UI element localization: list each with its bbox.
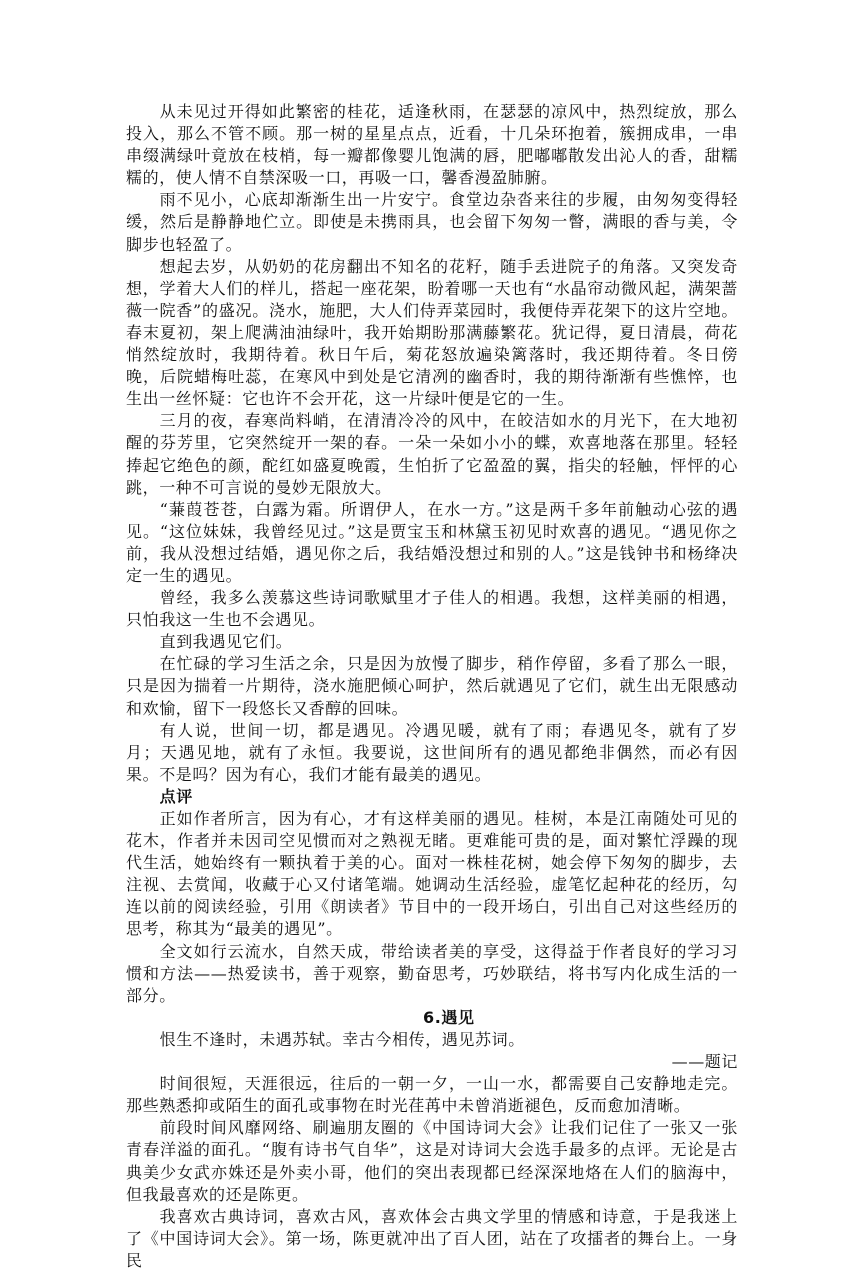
commentary-paragraph: 全文如行云流水，自然天成，带给读者美的享受，这得益于作者良好的学习习惯和方法——热爱读书，善于观察，勤奋思考，巧妙联结，将书写内化成生活的一部分。 bbox=[126, 941, 738, 1005]
commentary-heading: 点评 bbox=[159, 786, 193, 806]
essay-paragraph: 在忙碌的学习生活之余，只是因为放慢了脚步，稍作停留，多看了那么一眼，只是因为揣着一片期待，浇水施肥倾心呵护，然后就遇见了它们，就生出无限感动和欢愉，留下一段悠长又香醇的回味。 bbox=[126, 654, 738, 718]
commentary-paragraph: 正如作者所言，因为有心，才有这样美丽的遇见。桂树，本是江南随处可见的花木，作者并未因司空见惯而对之熟视无睹。更难能可贵的是，面对繁忙浮躁的现代生活，她始终有一颗执着于美的心。面对一株桂花树，她会停下匆匆的脚步，去注视、去赏闻，收藏于心又付诸笔端。她调动生活经验，虚笔忆起种花的经历，勾连以前的阅读经验，引用《朗读者》节目中的一段开场白，引出自己对这些经历的思考，称其为“最美的遇见”。 bbox=[126, 809, 738, 939]
essay-paragraph: 三月的夜，春寒尚料峭，在清清冷冷的风中，在皎洁如水的月光下，在大地初醒的芬芳里，它突然绽开一架的春。一朵一朵如小小的蝶，欢喜地落在那里。轻轻捧起它绝色的颜，酡红如盛夏晚霞，生怕折了它盈盈的翼，指尖的轻触，怦怦的心跳，一种不可言说的曼妙无限放大。 bbox=[126, 411, 738, 497]
article-title: 6.遇见 bbox=[422, 1007, 475, 1027]
essay-paragraph: 想起去岁，从奶奶的花房翻出不知名的花籽，随手丢进院子的角落。又突发奇想，学着大人们的样儿，搭起一座花架，盼着哪一天也有“水晶帘动微风起，满架蔷薇一院香”的盛况。浇水，施肥，大人们侍弄菜园时，我便侍弄花架下的这片空地。春末夏初，架上爬满油油绿叶，我开始期盼那满藤繁花。犹记得，夏日清晨，荷花悄然绽放时，我期待着。秋日午后，菊花怒放遍染篱落时，我还期待着。冬日傍晚，后院蜡梅吐蕊，在寒风中到处是它清冽的幽香时，我的期待渐渐有些憔悴，也生出一丝怀疑：它也许不会开花，这一片绿叶便是它的一生。 bbox=[126, 256, 738, 409]
essay-body bbox=[126, 101, 738, 786]
essay-paragraph: 雨不见小，心底却渐渐生出一片安宁。食堂边杂沓来往的步履，由匆匆变得轻缓，然后是静静地伫立。即使是未携雨具，也会留下匆匆一瞥，满眼的香与美，令脚步也轻盈了。 bbox=[126, 190, 738, 254]
document-page bbox=[126, 101, 738, 1272]
essay-paragraph: 曾经，我多么羡慕这些诗词歌赋里才子佳人的相遇。我想，这样美丽的相遇，只怕我这一生也不会遇见。 bbox=[126, 588, 738, 630]
essay-paragraph: 从未见过开得如此繁密的桂花，适逢秋雨，在瑟瑟的凉风中，热烈绽放，那么投入，那么不管不顾。那一树的星星点点，近看，十几朵环抱着，簇拥成串，一串串缀满绿叶竟放在枝梢，每一瓣都像婴儿饱满的唇，肥嘟嘟散发出沁人的香，甜糯糯的，使人情不自禁深吸一口，再吸一口，馨香漫盈肺腑。 bbox=[126, 102, 738, 188]
article-epigraph: 恨生不逢时，未遇苏轼。幸古今相传，遇见苏词。 bbox=[159, 1029, 525, 1049]
commentary-section bbox=[126, 786, 738, 1007]
article-paragraph: 时间很短，天涯很远，往后的一朝一夕，一山一水，都需要自己安静地走完。那些熟悉抑或陌生的面孔或事物在时光荏苒中未曾消逝褪色，反而愈加清晰。 bbox=[126, 1074, 738, 1116]
essay-paragraph: 直到我遇见它们。 bbox=[159, 632, 293, 652]
article-paragraph: 我喜欢古典诗词，喜欢古风，喜欢体会古典文学里的情感和诗意，于是我迷上了《中国诗词大会》。第一场，陈更就冲出了百人团，站在了攻擂者的舞台上。一身民 bbox=[126, 1206, 738, 1270]
essay-paragraph: “蒹葭苍苍，白露为霜。所谓伊人，在水一方。”这是两千多年前触动心弦的遇见。“这位妹妹，我曾经见过。”这是贾宝玉和林黛玉初见时欢喜的遇见。“遇见你之前，我从没想过结婚，遇见你之后，我结婚没想过和别的人。”这是钱钟书和杨绛决定一生的遇见。 bbox=[126, 499, 738, 585]
article-section bbox=[126, 1007, 738, 1272]
epigraph-signature: ——题记 bbox=[671, 1052, 738, 1072]
essay-paragraph: 有人说，世间一切，都是遇见。冷遇见暖，就有了雨；春遇见冬，就有了岁月；天遇见地，就有了永恒。我要说，这世间所有的遇见都绝非偶然，而必有因果。不是吗？因为有心，我们才能有最美的遇见。 bbox=[126, 720, 738, 784]
article-paragraph: 前段时间风靡网络、刷遍朋友圈的《中国诗词大会》让我们记住了一张又一张青春洋溢的面孔。“腹有诗书气自华”，这是对诗词大会选手最多的点评。无论是古典美少女武亦姝还是外卖小哥，他们的突出表现都已经深深地烙在人们的脑海中，但我最喜欢的还是陈更。 bbox=[126, 1118, 738, 1204]
